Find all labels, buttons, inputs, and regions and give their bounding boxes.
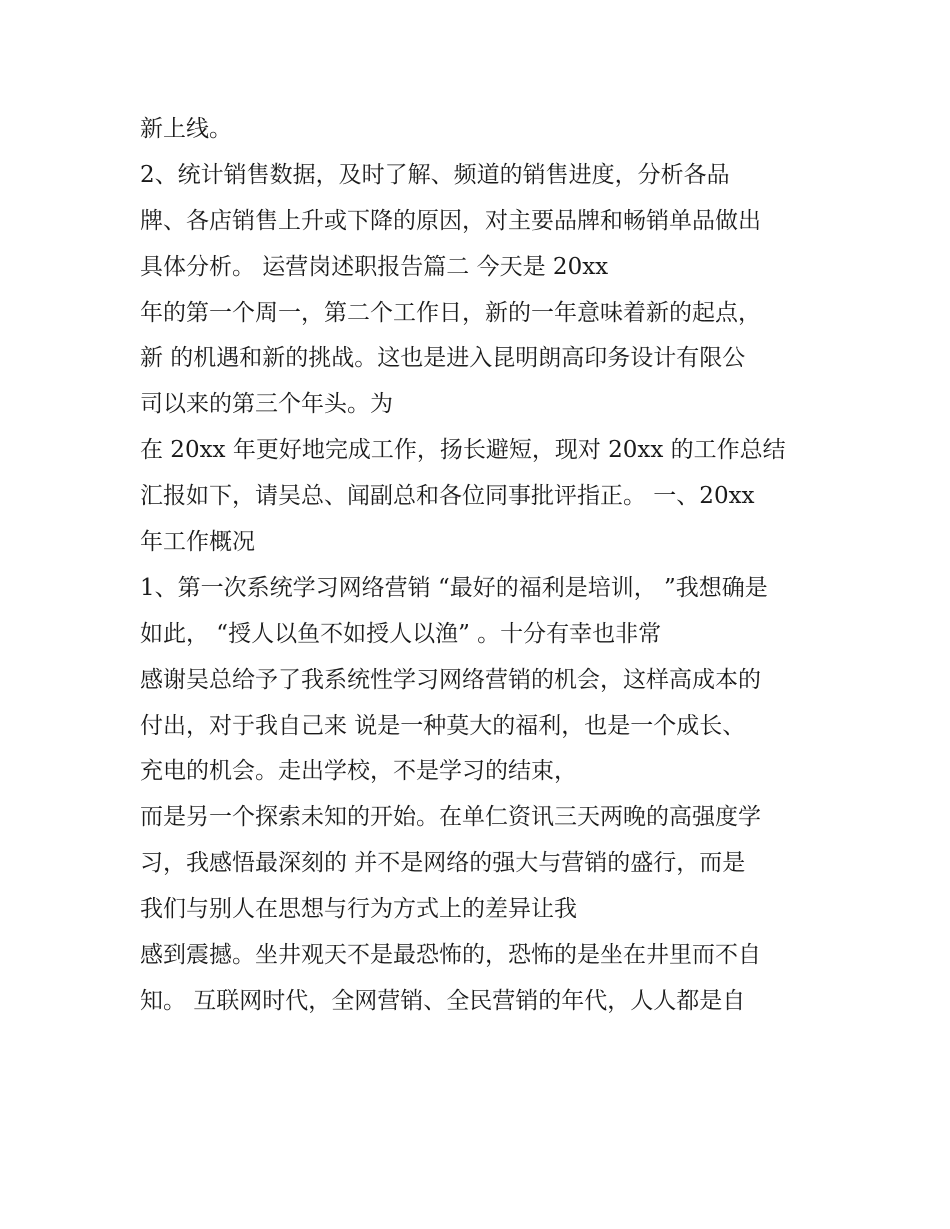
- text-line: 感到震撼。坐井观天不是最恐怖的，恐怖的是坐在井里而不自: [140, 942, 761, 969]
- text-line: 感谢吴总给予了我系统性学习网络营销的机会，这样高成本的: [140, 666, 761, 693]
- body-text: [140, 107, 830, 1025]
- text-line: 在 20xx 年更好地完成工作，扬长避短，现对 20xx 的工作总结: [140, 437, 786, 464]
- text-line: 年工作概况: [140, 529, 255, 556]
- text-line: 我们与别人在思想与行为方式上的差异让我: [140, 896, 577, 923]
- text-line: 而是另一个探索未知的开始。在单仁资讯三天两晚的高强度学: [140, 804, 761, 831]
- text-line: 1、第一次系统学习网络营销 “最好的福利是培训， ”我想确是: [140, 574, 768, 601]
- text-line: 牌、各店销售上升或下降的原因，对主要品牌和畅销单品做出: [140, 207, 761, 234]
- text-line: 知。 互联网时代，全网营销、全民营销的年代，人人都是自: [140, 987, 746, 1014]
- text-line: 新 的机遇和新的挑战。这也是进入昆明朗高印务设计有限公: [140, 345, 746, 372]
- text-line: 2、统计销售数据，及时了解、频道的销售进度，分析各品: [140, 161, 730, 188]
- text-line: 汇报如下，请吴总、闻副总和各位同事批评指正。 一、20xx: [140, 483, 755, 510]
- text-line: 具体分析。 运营岗述职报告篇二 今天是 20xx: [140, 253, 609, 280]
- text-line: 年的第一个周一，第二个工作日，新的一年意味着新的起点，: [140, 299, 761, 326]
- text-line: 习，我感悟最深刻的 并不是网络的强大与营销的盛行，而是: [140, 850, 746, 877]
- text-line: 司以来的第三个年头。为: [140, 391, 393, 418]
- text-line: 如此， “授人以鱼不如授人以渔” 。十分有幸也非常: [140, 620, 662, 647]
- text-line: 充电的机会。走出学校，不是学习的结束，: [140, 758, 577, 785]
- text-line: 付出，对于我自己来 说是一种莫大的福利，也是一个成长、: [140, 712, 746, 739]
- text-line: 新上线。: [140, 116, 232, 142]
